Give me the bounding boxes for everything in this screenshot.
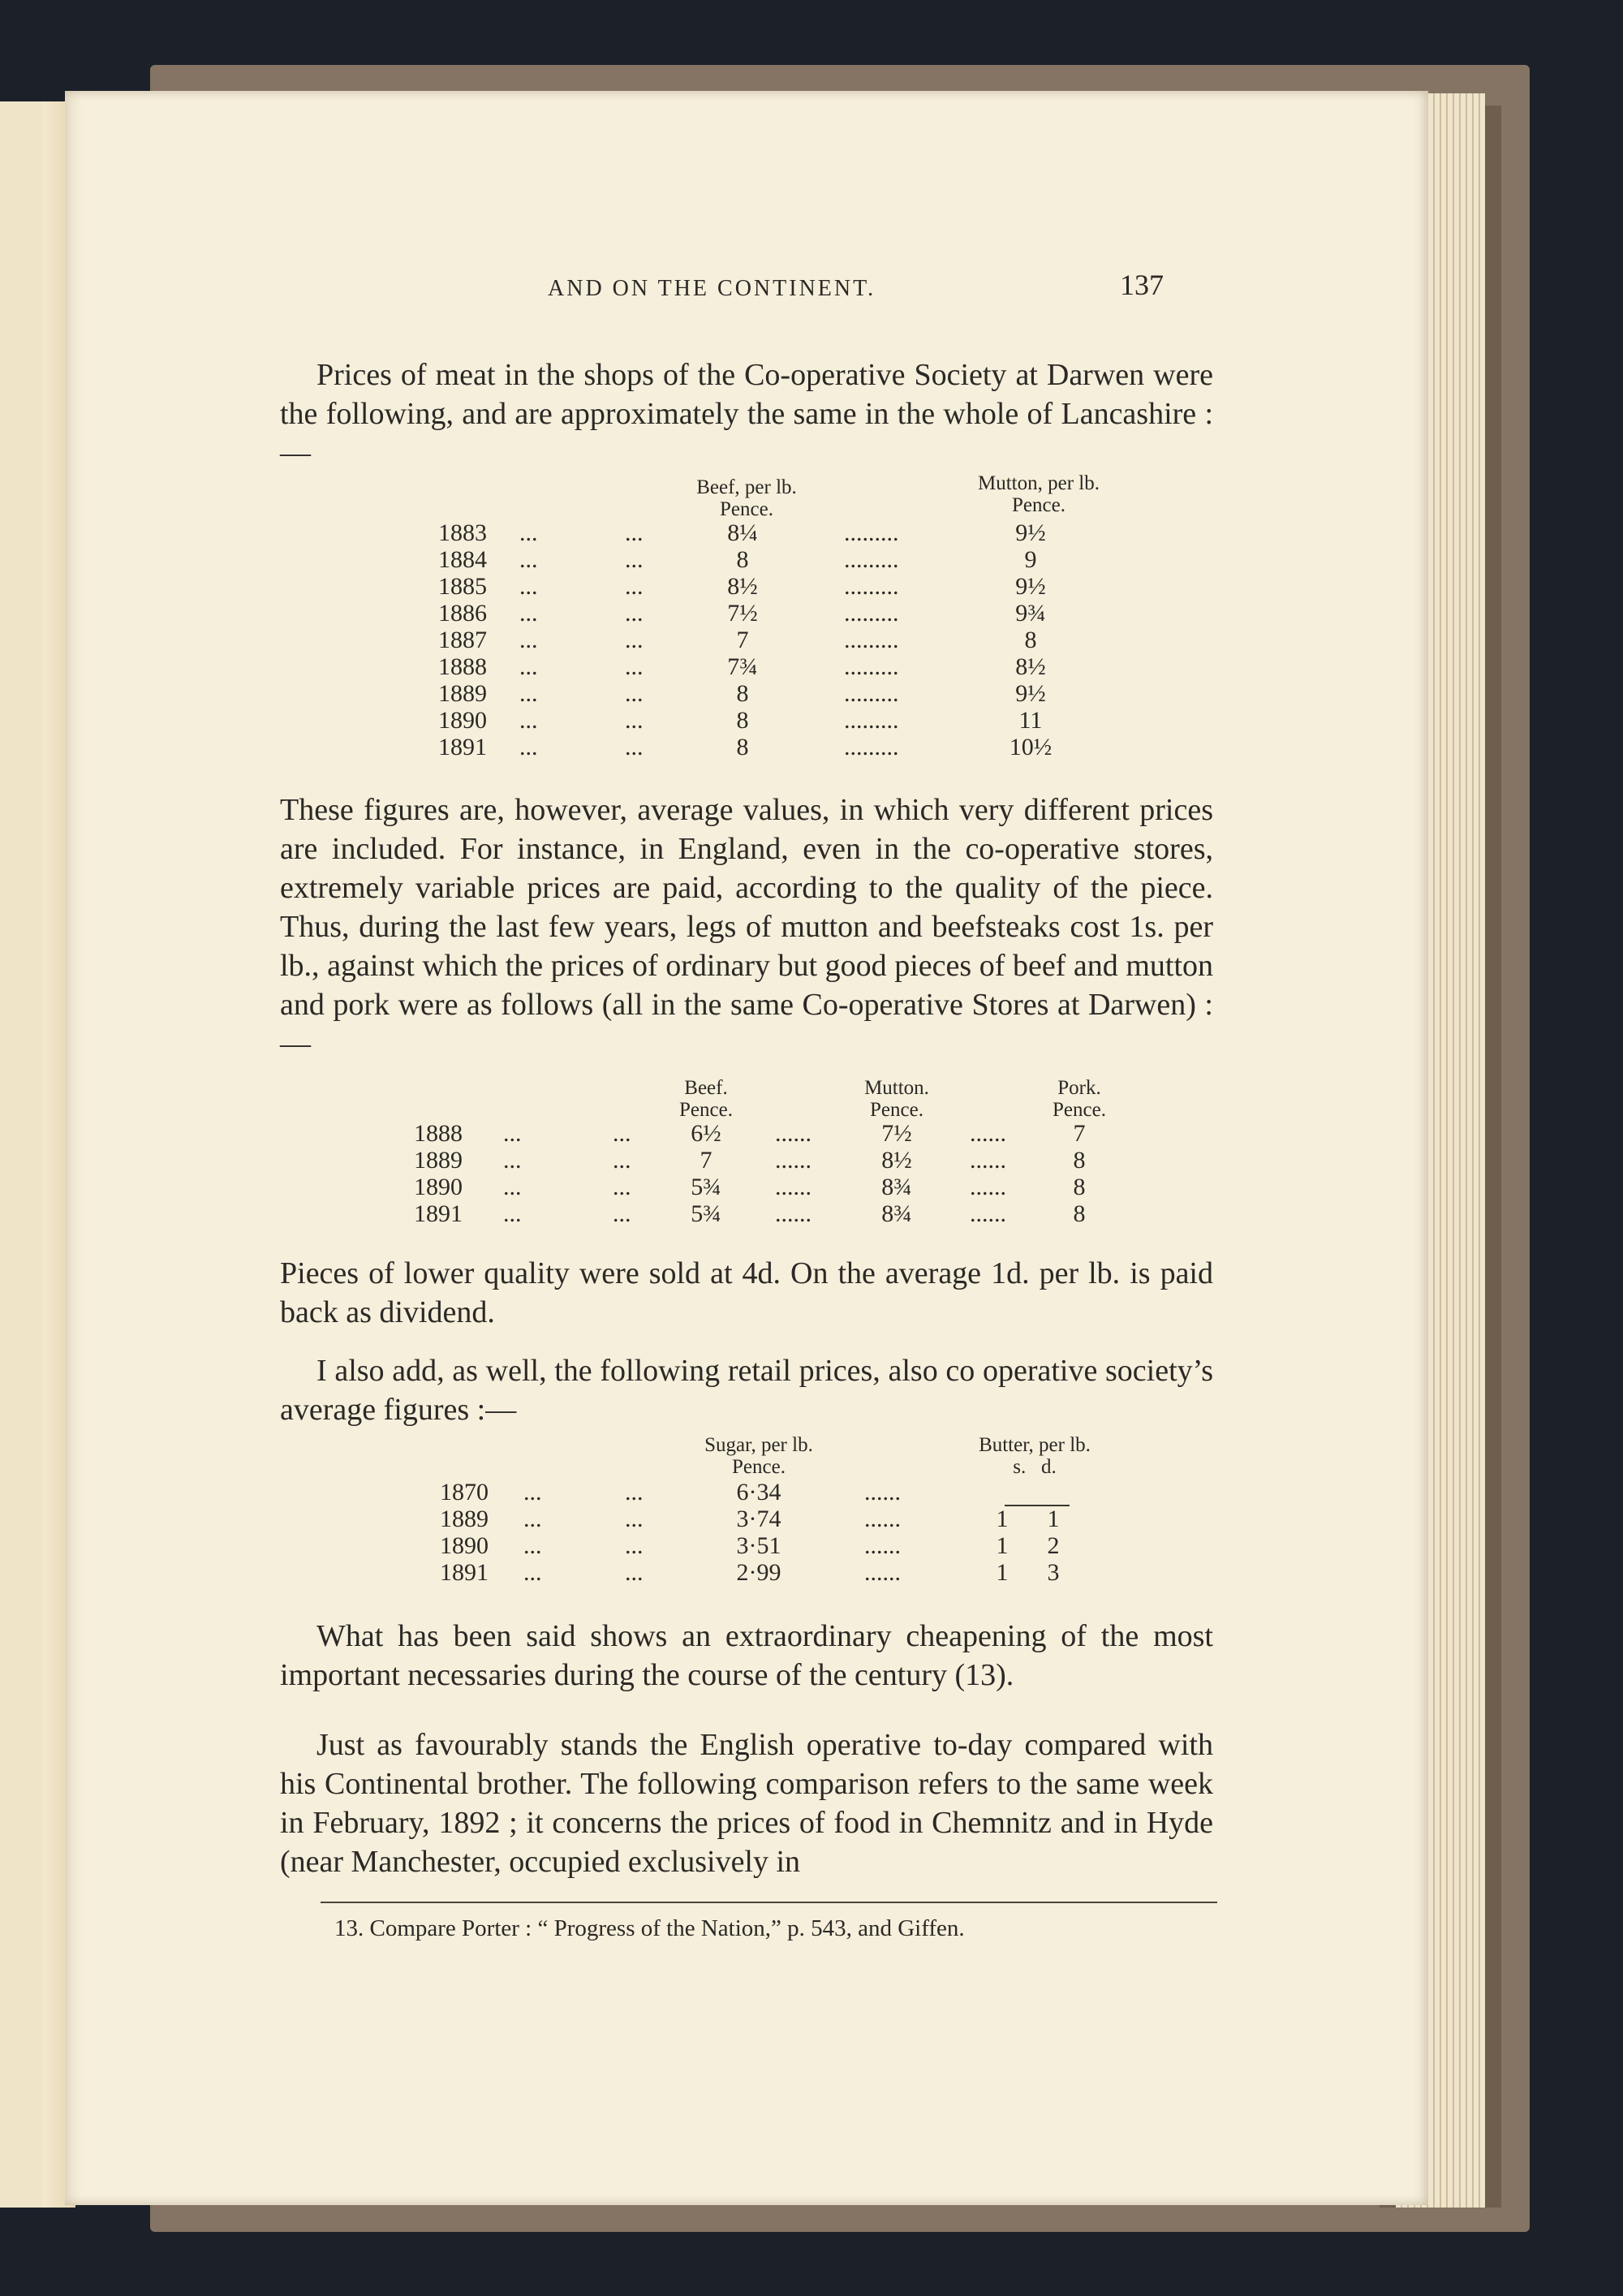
beef-price-cell: 7¾ [727,653,758,680]
beef-column-header: Beef, per lb. Pence. [696,476,797,520]
leader-dots: ... [625,600,644,627]
beef-price-cell: 8¼ [727,519,758,546]
leader-dots: ... [503,1200,522,1227]
butter-shillings-cell: 1 [996,1559,1009,1586]
butter-shillings-cell: 1 [996,1506,1009,1532]
leader-dots: ... [613,1200,631,1227]
paragraph-5: What has been said shows an extraordinary cheapening of the most important necessaries during the course of the century (13). [280,1619,1213,1692]
page-number: 137 [1120,269,1164,301]
leader-dots: ...... [970,1174,1006,1200]
sugar-price-cell: 6·34 [736,1479,781,1506]
butter-pence-cell: 1 [1047,1506,1060,1532]
leader-dots: ... [519,573,538,600]
mutton-price-cell: 9½ [1015,573,1046,600]
mutton-price-cell: 10½ [1009,734,1053,760]
year-cell: 1884 [438,546,487,573]
leader-dots: ... [503,1147,522,1174]
leader-dots: ... [519,653,538,680]
mutton-column-header: Mutton. Pence. [864,1077,929,1121]
leader-dots: ... [519,600,538,627]
leader-dots: ... [625,573,644,600]
year-cell: 1888 [414,1120,463,1147]
mutton-price-cell: 9 [1024,546,1037,573]
leader-dots: ... [519,519,538,546]
year-cell: 1883 [438,519,487,546]
leader-dots: ... [625,734,644,760]
pork-price-cell: 8 [1073,1200,1086,1227]
leader-dots: ... [613,1120,631,1147]
beef-price-cell: 6½ [691,1120,721,1147]
leader-dots: ... [519,707,538,734]
butter-pence-cell: 3 [1047,1559,1060,1586]
mutton-price-cell: 9½ [1015,680,1046,707]
leader-dots: ... [613,1147,631,1174]
paragraph-6: Just as favourably stands the English operative to-day compared with his Continental brother. The following comparison refers to the same week in February, 1892 ; it concerns the prices of food in Chemnitz and in Hyde (near Manchester, occupied exclusively in [280,1728,1213,1879]
leader-dots: ...... [970,1200,1006,1227]
year-cell: 1891 [414,1200,463,1227]
sugar-price-cell: 3·74 [736,1506,781,1532]
mutton-price-cell: 8 [1024,627,1037,653]
leader-dots: ...... [970,1120,1006,1147]
butter-pence-cell: 2 [1047,1532,1060,1559]
leader-dots: ... [625,1479,644,1506]
year-cell: 1891 [438,734,487,760]
butter-column-header: Butter, per lb. s. d. [979,1434,1091,1478]
pork-column-header: Pork. Pence. [1053,1077,1106,1121]
mutton-price-cell: 8½ [1015,653,1046,680]
leader-dots: ... [503,1174,522,1200]
beef-price-cell: 8 [736,546,749,573]
leader-dots: ...... [775,1120,812,1147]
year-cell: 1888 [438,653,487,680]
leader-dots: ...... [864,1559,901,1586]
leader-dots: ...... [864,1479,901,1506]
pork-price-cell: 8 [1073,1147,1086,1174]
leader-dots: ......... [844,546,899,573]
leader-dots: ......... [844,600,899,627]
sugar-column-header: Sugar, per lb. Pence. [704,1434,813,1478]
leader-dots: ... [519,546,538,573]
year-cell: 1889 [438,680,487,707]
leader-dots: ......... [844,627,899,653]
paragraph-3: Pieces of lower quality were sold at 4d. On the average 1d. per lb. is paid back as dividend. [280,1256,1213,1329]
running-head: AND ON THE CONTINENT. [548,276,876,301]
pork-price-cell: 8 [1073,1174,1086,1200]
mutton-price-cell: 7½ [881,1120,912,1147]
mutton-price-cell: 8¾ [881,1200,912,1227]
leader-dots: ... [523,1532,542,1559]
leader-dots: ......... [844,519,899,546]
year-cell: 1870 [440,1479,489,1506]
year-cell: 1890 [438,707,487,734]
leader-dots: ......... [844,653,899,680]
leader-dots: ... [613,1174,631,1200]
paragraph-1: Prices of meat in the shops of the Co-operative Society at Darwen were the following, and are approximately the same in the whole of Lancashire : — [280,358,1213,470]
year-cell: 1891 [440,1559,489,1586]
leader-dots: ... [523,1506,542,1532]
beef-price-cell: 5¾ [691,1174,721,1200]
leader-dots: ... [625,1506,644,1532]
year-cell: 1890 [440,1532,489,1559]
leader-dots: ... [625,546,644,573]
leader-dots: ... [519,734,538,760]
leader-dots: ...... [775,1174,812,1200]
sugar-price-cell: 2·99 [736,1559,781,1586]
year-cell: 1890 [414,1174,463,1200]
footnote-rule [321,1902,1217,1903]
mutton-price-cell: 8½ [881,1147,912,1174]
footnote: 13. Compare Porter : “ Progress of the Nation,” p. 543, and Giffen. [334,1915,965,1941]
leader-dots: ......... [844,734,899,760]
leader-dots: ... [625,1559,644,1586]
leader-dots: ... [503,1120,522,1147]
beef-price-cell: 8½ [727,573,758,600]
year-cell: 1889 [440,1506,489,1532]
pork-price-cell: 7 [1073,1120,1086,1147]
mutton-price-cell: 9¾ [1015,600,1046,627]
beef-price-cell: 8 [736,680,749,707]
mutton-price-cell: 9½ [1015,519,1046,546]
beef-price-cell: 8 [736,707,749,734]
mutton-price-cell: 11 [1018,707,1043,734]
leader-dots: ... [523,1559,542,1586]
leader-dots: ......... [844,573,899,600]
leader-dots: ... [625,627,644,653]
leader-dots: ... [519,680,538,707]
leader-dots: ... [625,653,644,680]
leader-dots: ......... [844,680,899,707]
beef-price-cell: 7 [700,1147,712,1174]
year-cell: 1887 [438,627,487,653]
year-cell: 1889 [414,1147,463,1174]
leader-dots: ...... [970,1147,1006,1174]
beef-price-cell: 5¾ [691,1200,721,1227]
leader-dots: ... [625,707,644,734]
mutton-price-cell: 8¾ [881,1174,912,1200]
leader-dots: ... [625,519,644,546]
mutton-column-header: Mutton, per lb. Pence. [978,472,1100,516]
leader-dots: ...... [864,1506,901,1532]
beef-price-cell: 7 [736,627,749,653]
butter-shillings-cell: 1 [996,1532,1009,1559]
beef-price-cell: 8 [736,734,749,760]
leader-dots: ...... [775,1147,812,1174]
leader-dots: ... [625,680,644,707]
leader-dots: ...... [775,1200,812,1227]
leader-dots: ...... [864,1532,901,1559]
beef-price-cell: 7½ [727,600,758,627]
beef-column-header: Beef. Pence. [679,1077,733,1121]
leader-dots: ......... [844,707,899,734]
leader-dots: ... [519,627,538,653]
leader-dots: ... [523,1479,542,1506]
sugar-price-cell: 3·51 [736,1532,781,1559]
leader-dots: ... [625,1532,644,1559]
paragraph-2: These figures are, however, average values, in which very different prices are included. For instance, in England, even in the co-operative stores, extremely variable prices are paid, according to the quality of the piece. Thus, during the last few years, legs of mutton and beefsteaks cost 1s. per lb., against which the prices of ordinary but good pieces of beef and mutton and pork were as follows (all in the same Co-operative Stores at Darwen) : — [280,793,1213,1061]
year-cell: 1886 [438,600,487,627]
year-cell: 1885 [438,573,487,600]
paragraph-4: I also add, as well, the following retail prices, also co operative society’s average figures :— [280,1354,1213,1427]
